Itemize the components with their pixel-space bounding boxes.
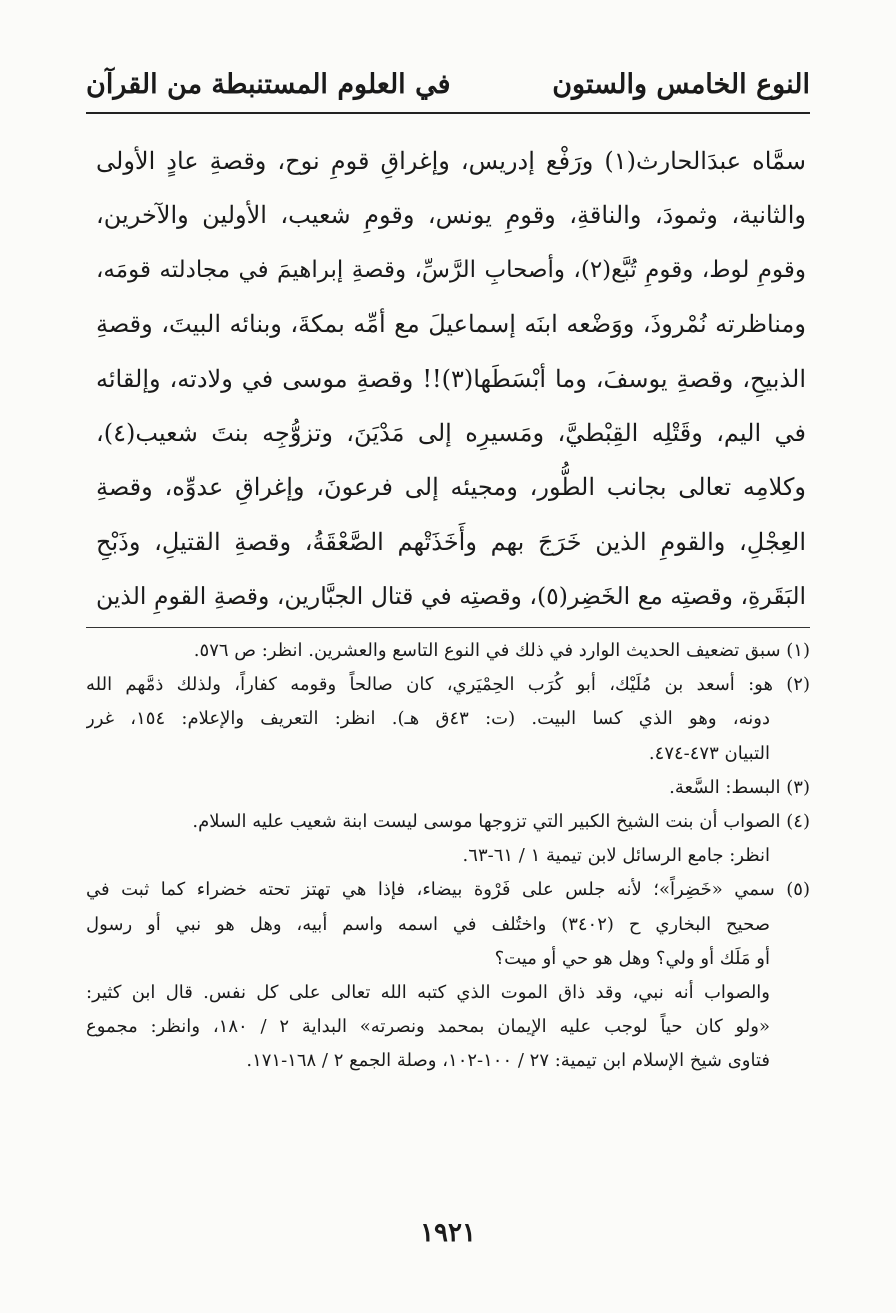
text-line: الذبيحِ، وقصةِ يوسفَ، وما أبْسَطَها(٣)!! وقصةِ موسى في ولادته، وإلقائه (96, 364, 806, 393)
footnote-line: دونه، وهو الذي كسا البيت. (ت: ٤٣ق هـ). انظر: التعريف والإعلام: ١٥٤، غرر (86, 708, 770, 730)
footnote-line: صحيح البخاري ح (٣٤٠٢) واختُلف في اسمه واسم أبيه، وهل هو نبي أو رسول (86, 913, 771, 935)
text-line: والثانية، وثمودَ، والناقةِ، وقومِ يونس، وقومِ شعيب، الأولين والآخرين، (96, 201, 806, 230)
footnote-line: (٥) سمي «خَضِراً»؛ لأنه جلس على فَرْوة بيضاء، فإذا هي تهتز تحته خضراء كما ثبت في (86, 879, 810, 901)
text-line: البَقَرةِ، وقصتِه مع الخَضِر(٥)، وقصتِه في قتال الجبَّارين، وقصةِ القومِ الذين (96, 582, 806, 611)
footnote-line: (٤) الصواب أن بنت الشيخ الكبير التي تزوجها موسى ليست ابنة شعيب عليه السلام. (192, 810, 810, 832)
footnote-line: والصواب أنه نبي، وقد ذاق الموت الذي كتبه الله تعالى على كل نفس. قال ابن كثير: (86, 981, 770, 1003)
book-section-title: في العلوم المستنبطة من القرآن (86, 68, 451, 100)
footnotes (86, 634, 810, 1078)
footnote-line: (٢) هو: أسعد بن مُلَيْك، أبو كُرَب الحِمْيَري، كان صالحاً وقومه كفاراً، ولذلك ذمَّهم الله (86, 674, 810, 696)
main-text (96, 134, 806, 624)
header-divider (86, 112, 810, 114)
text-line: في اليم، وقَتْلِه القِبْطيَّ، ومَسيرِه إلى مَدْيَنَ، وتزوُّجِه بنتَ شعيب(٤)، (96, 418, 806, 447)
text-line: العِجْلِ، والقومِ الذين خَرَجَ بهم وأَخَذَتْهم الصَّعْقَةُ، وقصةِ القتيلِ، وذَبْحِ (96, 527, 806, 556)
footnote-line: انظر: جامع الرسائل لابن تيمية ١ / ٦١-٦٣. (462, 845, 770, 867)
footnote-line: فتاوى شيخ الإسلام ابن تيمية: ٢٧ / ١٠٠-١٠٢، وصلة الجمع ٢ / ١٦٨-١٧١. (246, 1050, 770, 1072)
text-line: وكلامِه تعالى بجانب الطُّور، ومجيئه إلى فرعونَ، وإغراقِ عدوِّه، وقصةِ (96, 473, 806, 502)
footnote-line: التبيان ٤٧٣-٤٧٤. (648, 742, 770, 764)
text-line: سمَّاه عبدَالحارث(١) ورَفْع إدريس، وإغراقِ قومِ نوح، وقصةِ عادٍ الأولى (96, 147, 806, 175)
footnote-line: (٣) البسط: السَّعة. (669, 776, 810, 798)
page-number: ١٩٢١ (420, 1218, 476, 1248)
running-header (86, 58, 810, 110)
footnote-line: (١) سبق تضعيف الحديث الوارد في ذلك في النوع التاسع والعشرين. انظر: ص ٥٧٦. (193, 640, 810, 661)
text-line: وقومِ لوط، وقومِ تُبَّع(٢)، وأصحابِ الرَّسِّ، وقصةِ إبراهيمَ في مجادلته قومَه، (96, 256, 806, 283)
footnote-line: «ولو كان حياً لوجب عليه الإيمان بمحمد ونصرته» البداية ٢ / ١٨٠، وانظر: مجموع (86, 1016, 770, 1038)
footnote-divider (86, 627, 810, 628)
text-line: ومناظرته نُمْروذَ، ووَضْعه ابنَه إسماعيلَ مع أمِّه بمكةَ، وبنائه البيتَ، وقصةِ (96, 310, 806, 339)
chapter-title: النوع الخامس والستون (552, 68, 810, 100)
footnote-line: أو مَلَك أو ولي؟ وهل هو حي أو ميت؟ (494, 947, 770, 969)
